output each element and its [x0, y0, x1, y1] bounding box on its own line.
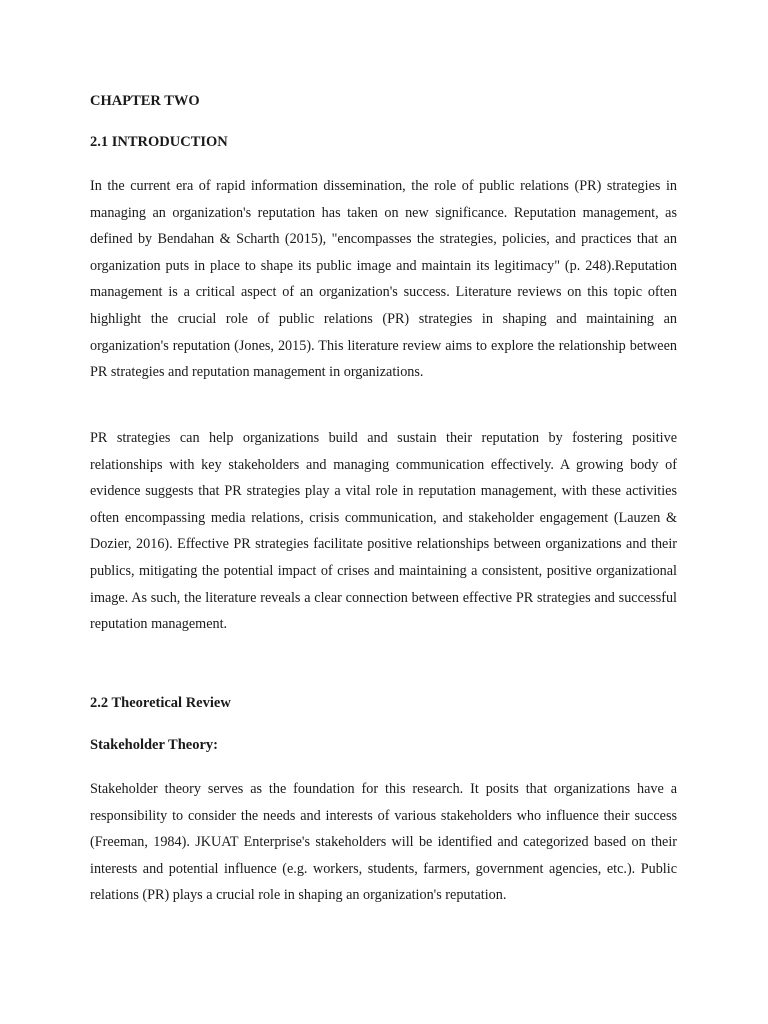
section-heading-theoretical-review: 2.2 Theoretical Review — [90, 695, 231, 711]
section-heading-introduction: 2.1 INTRODUCTION — [90, 134, 228, 150]
paragraph-intro-1: In the current era of rapid information dissemination, the role of public relations (PR) strategies in managing an organization's reputation has taken on new significance. Reputation management, as defined by Bendahan & Scharth (2015), "encompasses the strategies, policies, and practices that an organization puts in place to shape its public image and maintain its legitimacy" (p. 248).Reputation management is a critical aspect of an organization's success. Literature reviews on this topic often highlight the crucial role of public relations (PR) strategies in shaping and maintaining an organization's reputation (Jones, 2015). This literature review aims to explore the relationship between PR strategies and reputation management in organizations. — [90, 178, 677, 381]
paragraph-stakeholder-theory: Stakeholder theory serves as the foundation for this research. It posits that organizations have a responsibility to consider the needs and interests of various stakeholders who influence their success (Freeman, 1984). JKUAT Enterprise's stakeholders will be identified and categorized based on their interests and potential influence (e.g. workers, students, farmers, government agencies, etc.). Public relations (PR) plays a crucial role in shaping an organization's reputation. — [90, 781, 677, 904]
paragraph-intro-2: PR strategies can help organizations build and sustain their reputation by fostering positive relationships with key stakeholders and managing communication effectively. A growing body of evidence suggests that PR strategies play a vital role in reputation management, with these activities often encompassing media relations, crisis communication, and stakeholder engagement (Lauzen & Dozier, 2016). Effective PR strategies facilitate positive relationships between organizations and their publics, mitigating the potential impact of crises and maintaining a consistent, positive organizational image. As such, the literature reveals a clear connection between effective PR strategies and successful reputation management. — [90, 430, 677, 633]
subsection-heading-stakeholder-theory: Stakeholder Theory: — [90, 737, 218, 753]
chapter-title: CHAPTER TWO — [90, 93, 200, 109]
